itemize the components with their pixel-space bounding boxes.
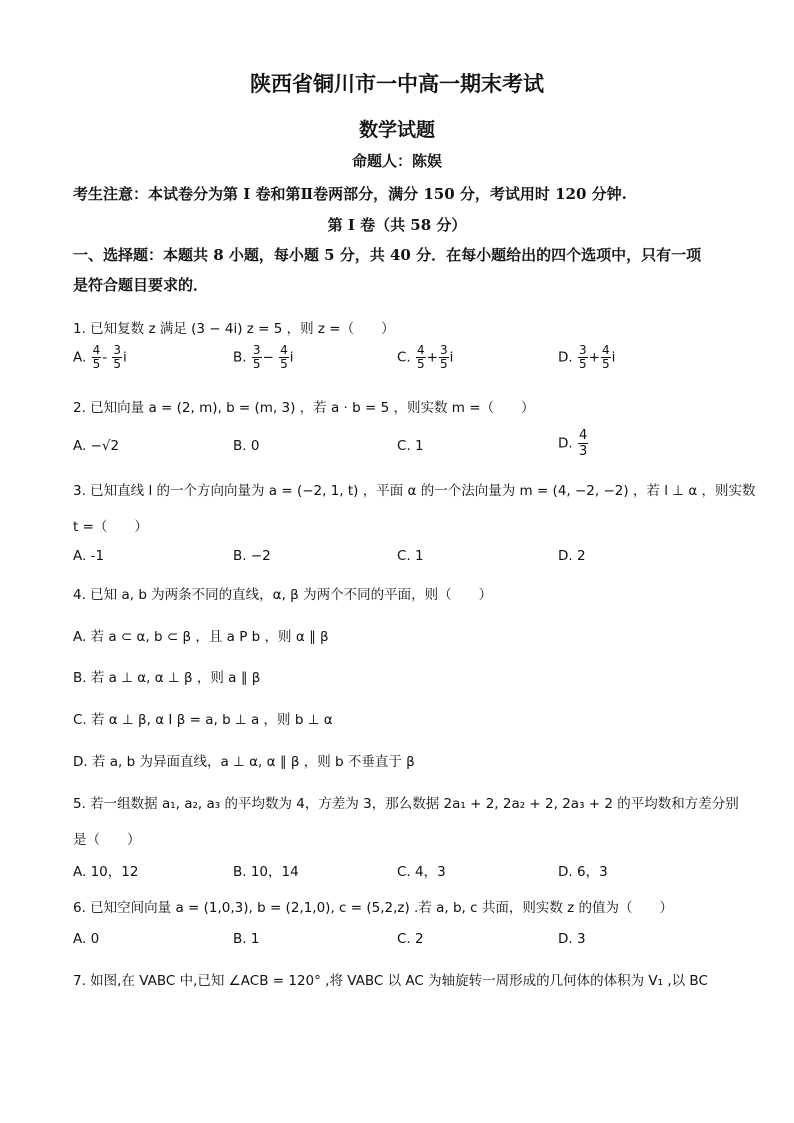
page-title: 陕西省铜川市一中高一期末考试 xyxy=(250,71,544,96)
q1-option-c: C. $\frac{4}{5}$ + $\frac{3}{5}$ i xyxy=(397,343,454,371)
q1-option-a: A. $\frac{4}{5}$ - $\frac{3}{5}$ i xyxy=(73,343,127,371)
notice-line: 考生注意：本试卷分为第 I 卷和第Ⅱ卷两部分，满分 150 分，考试用时 120 分钟. xyxy=(73,185,627,203)
q3-option-d: D. 2 xyxy=(558,548,586,564)
section1-line2: 是符合题目要求的． xyxy=(73,276,209,294)
q3-option-c: C. 1 xyxy=(397,548,424,564)
q2-option-b: B. 0 xyxy=(233,438,260,454)
q1-option-b: B. $\frac{3}{5}$ − $\frac{4}{5}$ i xyxy=(233,343,294,371)
q4-option-a: A. 若 a ⊂ α, b ⊂ β ，且 a P b ，则 α ∥ β xyxy=(73,629,329,645)
q6-stem: 6. 已知空间向量 a = (1,0,3), b = (2,1,0), c = (5,2,z) .若 a, b, c 共面，则实数 z 的值为（ ） xyxy=(73,900,673,916)
q4-option-c: C. 若 α ⊥ β, α I β = a, b ⊥ a ，则 b ⊥ α xyxy=(73,712,333,728)
q3-stem-line1: 3. 已知直线 l 的一个方向向量为 a = (−2, 1, t) ，平面 α 的一个法向量为 m = (4, −2, −2) ，若 l ⊥ α ，则实数 xyxy=(73,483,756,499)
q5-option-c: C. 4，3 xyxy=(397,864,446,880)
part1-heading: 第 I 卷（共 58 分） xyxy=(327,216,467,234)
q6-option-a: A. 0 xyxy=(73,931,100,947)
q5-option-a: A. 10，12 xyxy=(73,864,139,880)
q2-option-c: C. 1 xyxy=(397,438,424,454)
q5-option-b: B. 10，14 xyxy=(233,864,299,880)
q4-option-b: B. 若 a ⊥ α, α ⊥ β ，则 a ∥ β xyxy=(73,670,261,686)
q6-option-d: D. 3 xyxy=(558,931,586,947)
q5-option-d: D. 6，3 xyxy=(558,864,608,880)
author-line: 命题人：陈娱 xyxy=(351,152,442,170)
q4-option-d: D. 若 a, b 为异面直线，a ⊥ α, α ∥ β ，则 b 不垂直于 β xyxy=(73,754,415,770)
q5-stem-line2: 是（ ） xyxy=(73,832,141,848)
q3-option-a: A. -1 xyxy=(73,548,105,564)
q6-option-b: B. 1 xyxy=(233,931,260,947)
section1-line1: 一、选择题：本题共 8 小题，每小题 5 分，共 40 分．在每小题给出的四个选项中，只有一项 xyxy=(73,246,702,264)
q3-stem-line2: t =（ ） xyxy=(73,519,148,535)
q1-stem: 1. 已知复数 z 满足 (3 − 4i) z = 5 ，则 z =（ ） xyxy=(73,321,395,337)
q6-option-c: C. 2 xyxy=(397,931,424,947)
q4-stem: 4. 已知 a, b 为两条不同的直线，α, β 为两个不同的平面，则（ ） xyxy=(73,587,493,603)
q1-option-d: D. $\frac{3}{5}$ + $\frac{4}{5}$ i xyxy=(558,343,616,371)
q2-stem: 2. 已知向量 a = (2, m), b = (m, 3) ，若 a · b = 5 ，则实数 m =（ ） xyxy=(73,400,535,416)
q5-stem-line1: 5. 若一组数据 a₁, a₂, a₃ 的平均数为 4，方差为 3，那么数据 2a₁ + 2, 2a₂ + 2, 2a₃ + 2 的平均数和方差分别 xyxy=(73,796,739,812)
q7-stem: 7. 如图,在 VABC 中,已知 ∠ACB = 120° ,将 VABC 以 AC 为轴旋转一周形成的几何体的体积为 V₁ ,以 BC xyxy=(73,973,708,989)
q2-option-a: A. −√2 xyxy=(73,438,120,454)
page-subtitle: 数学试题 xyxy=(358,119,435,141)
q2-option-d: D. $\frac{4}{3}$ xyxy=(558,428,588,459)
q3-option-b: B. −2 xyxy=(233,548,271,564)
